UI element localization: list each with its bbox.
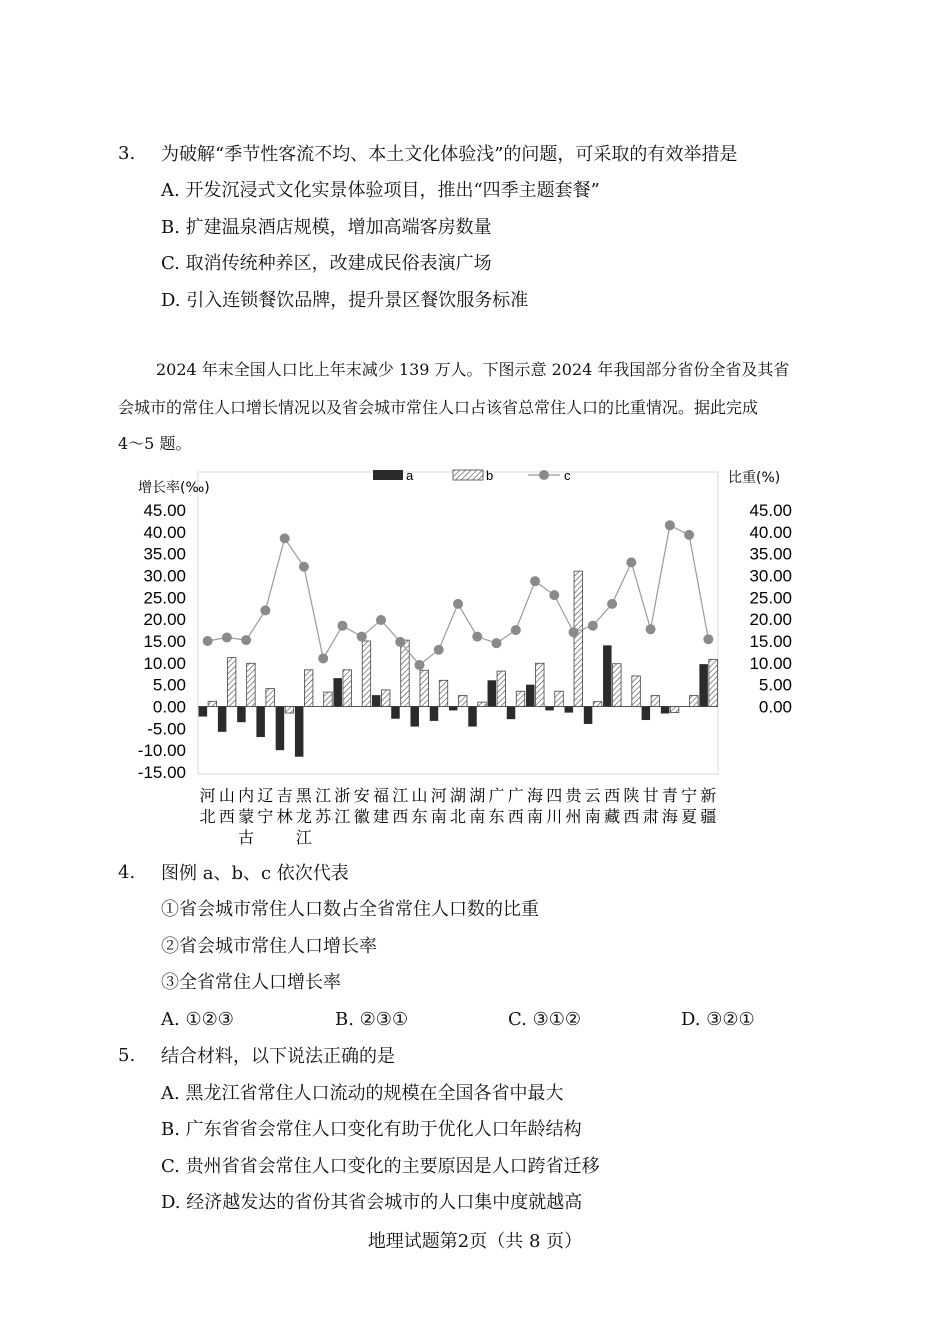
- left-tick-label: -10.00: [137, 741, 186, 761]
- bar-b: [593, 702, 602, 707]
- material-line-2: 会城市的常住人口增长情况以及省会城市常住人口占该省总常住人口的比重情况。据此完成: [118, 398, 759, 417]
- category-label-char: 东: [411, 807, 428, 826]
- q4-option-a: A. ①②③: [161, 1009, 234, 1030]
- q4-number: 4.: [118, 862, 136, 883]
- category-label-char: 陕: [623, 786, 640, 805]
- category-label-char: 西: [507, 807, 524, 826]
- bar-b: [381, 690, 390, 707]
- population-chart: [128, 462, 808, 852]
- category-label-char: 广: [507, 786, 524, 805]
- category-label-char: 湖: [469, 786, 486, 805]
- category-label-char: 辽: [257, 786, 274, 805]
- q4-option-b: B. ②③①: [335, 1009, 409, 1030]
- category-label-char: 江: [315, 786, 332, 805]
- series-c-point: [492, 638, 502, 648]
- category-label-char: 黑: [295, 786, 312, 805]
- category-label-char: 林: [276, 807, 293, 826]
- left-tick-label: 30.00: [143, 566, 186, 586]
- series-c-point: [607, 599, 617, 609]
- series-c-point: [549, 590, 559, 600]
- category-label-char: 贵: [565, 786, 582, 805]
- bar-a: [699, 664, 708, 706]
- category-label-char: 肃: [642, 807, 659, 826]
- category-label-char: 江: [295, 828, 312, 847]
- category-label-char: 蒙: [238, 807, 255, 826]
- q3-option-d: D. 引入连锁餐饮品牌，提升景区餐饮服务标准: [161, 290, 529, 311]
- category-label-char: 东: [488, 807, 505, 826]
- category-label-char: 古: [238, 828, 255, 847]
- series-c-point: [530, 576, 540, 586]
- left-axis-label: 增长率(‰): [138, 480, 210, 496]
- series-c-point: [453, 599, 463, 609]
- left-tick-label: -15.00: [137, 763, 186, 782]
- bar-a: [603, 645, 612, 706]
- category-label-char: 川: [546, 807, 563, 826]
- bar-a: [488, 680, 497, 706]
- bar-b: [555, 691, 564, 706]
- bar-a: [584, 707, 593, 724]
- category-label-char: 西: [604, 786, 621, 805]
- series-c-point: [684, 530, 694, 540]
- category-label-char: 北: [449, 807, 467, 826]
- bar-b: [478, 702, 487, 706]
- right-tick-label: 35.00: [749, 544, 792, 564]
- bar-b: [690, 696, 699, 707]
- bar-a: [661, 707, 670, 714]
- category-label-char: 山: [218, 786, 235, 805]
- bar-b: [439, 680, 448, 706]
- q4-item-2: ②省会城市常住人口增长率: [161, 936, 377, 957]
- bar-a: [218, 707, 227, 732]
- left-tick-label: 40.00: [143, 522, 186, 542]
- series-c-point: [260, 605, 270, 615]
- category-label-char: 西: [218, 807, 235, 826]
- category-label-char: 安: [353, 786, 370, 805]
- bar-b: [632, 676, 641, 707]
- bar-b: [324, 692, 333, 706]
- category-label-char: 夏: [681, 807, 698, 826]
- left-tick-label: -5.00: [147, 719, 186, 739]
- bar-b: [613, 664, 622, 707]
- legend-b-swatch: [453, 470, 483, 480]
- category-label-char: 甘: [642, 786, 659, 805]
- category-label-char: 龙: [295, 807, 312, 826]
- q4-option-d: D. ③②①: [681, 1009, 755, 1030]
- q3-stem: 为破解“季节性客流不均、本土文化体验浅”的问题，可采取的有效举措是: [161, 144, 738, 165]
- q3-option-a: A. 开发沉浸式文化实景体验项目，推出“四季主题套餐”: [161, 180, 600, 201]
- bar-b: [497, 671, 506, 706]
- series-c-point: [337, 621, 347, 631]
- category-label-char: 青: [661, 786, 678, 805]
- q5-option-b: B. 广东省省会常住人口变化有助于优化人口年龄结构: [161, 1119, 582, 1140]
- category-label-char: 建: [372, 807, 389, 826]
- bar-b: [420, 670, 429, 706]
- q4-item-1: ①省会城市常住人口数占全省常住人口数的比重: [161, 899, 539, 920]
- bar-a: [237, 707, 246, 723]
- q3-number: 3.: [118, 143, 136, 164]
- q4-item-3: ③全省常住人口增长率: [161, 972, 341, 993]
- category-label-char: 湖: [449, 786, 467, 805]
- bar-b: [362, 641, 371, 707]
- series-c-point: [511, 625, 521, 635]
- q3-option-b: B. 扩建温泉酒店规模，增加高端客房数量: [161, 217, 492, 238]
- series-c-point: [222, 633, 232, 643]
- right-tick-label: 15.00: [749, 632, 792, 651]
- bar-a: [642, 707, 651, 721]
- bar-b: [266, 689, 275, 707]
- right-tick-label: 5.00: [758, 675, 792, 695]
- bar-a: [295, 707, 304, 757]
- bar-b: [709, 659, 718, 706]
- bar-a: [391, 707, 400, 719]
- series-c-point: [703, 634, 713, 644]
- category-label-char: 海: [661, 807, 678, 826]
- series-c-point: [203, 636, 213, 646]
- bar-a: [410, 707, 419, 727]
- category-label-char: 藏: [604, 807, 621, 826]
- series-c-point: [434, 645, 444, 655]
- series-c-point: [318, 653, 328, 663]
- left-tick-label: 20.00: [143, 610, 186, 630]
- legend-b-label: b: [486, 468, 494, 483]
- bar-b: [574, 571, 583, 706]
- series-c-point: [376, 615, 386, 625]
- bar-a: [276, 707, 285, 751]
- category-label-char: 内: [238, 786, 255, 805]
- series-c-point: [472, 632, 482, 642]
- category-label-char: 苏: [315, 807, 332, 826]
- right-tick-label: 20.00: [749, 610, 792, 630]
- bar-a: [372, 695, 381, 706]
- series-c-line: [208, 525, 709, 665]
- q4-option-c: C. ③①②: [508, 1009, 581, 1030]
- bar-a: [526, 685, 535, 707]
- q5-option-a: A. 黑龙江省常住人口流动的规模在全国各省中最大: [161, 1083, 564, 1104]
- q4-stem: 图例 a、b、c 依次代表: [161, 863, 349, 884]
- series-c-point: [626, 557, 636, 567]
- category-label-char: 南: [430, 807, 447, 826]
- bar-a: [430, 707, 439, 721]
- category-label-char: 西: [623, 807, 640, 826]
- category-label-char: 吉: [276, 786, 293, 805]
- left-tick-label: 35.00: [143, 544, 186, 564]
- bar-a: [449, 707, 458, 711]
- left-tick-label: 0.00: [152, 697, 186, 717]
- right-tick-label: 40.00: [749, 522, 792, 542]
- category-label-char: 南: [469, 807, 486, 826]
- bar-b: [343, 670, 352, 707]
- series-c-point: [414, 660, 424, 670]
- category-label-char: 北: [199, 807, 216, 826]
- bar-b: [401, 640, 410, 706]
- bar-b: [208, 701, 217, 706]
- bar-a: [333, 678, 342, 706]
- left-tick-label: 25.00: [143, 588, 186, 608]
- category-label-char: 河: [430, 786, 447, 805]
- bar-b: [304, 670, 313, 707]
- series-c-point: [299, 562, 309, 572]
- bar-b: [516, 691, 525, 706]
- category-label-char: 西: [392, 807, 409, 826]
- material-line-3: 4～5 题。: [118, 434, 192, 453]
- category-label-char: 南: [527, 807, 544, 826]
- bar-a: [565, 707, 574, 713]
- category-label-char: 山: [411, 786, 428, 805]
- q3-option-c: C. 取消传统种养区，改建成民俗表演广场: [161, 253, 492, 274]
- series-c-point: [280, 533, 290, 543]
- category-label-char: 徽: [353, 807, 370, 826]
- right-tick-label: 0.00: [758, 697, 792, 717]
- category-label-char: 福: [372, 786, 389, 805]
- category-label-char: 四: [546, 786, 563, 805]
- bar-a: [468, 707, 477, 727]
- bar-a: [199, 707, 208, 717]
- legend-a-label: a: [406, 468, 414, 483]
- right-tick-label: 25.00: [749, 588, 792, 608]
- category-label-char: 江: [334, 807, 351, 826]
- category-label-char: 云: [584, 786, 601, 805]
- right-tick-label: 30.00: [749, 566, 792, 586]
- category-label-char: 新: [700, 786, 717, 805]
- bar-b: [670, 707, 679, 713]
- q5-option-d: D. 经济越发达的省份其省会城市的人口集中度就越高: [161, 1192, 583, 1213]
- legend-a-swatch: [373, 470, 403, 480]
- category-label-char: 疆: [700, 807, 717, 826]
- bar-b: [285, 707, 294, 714]
- bar-b: [247, 663, 256, 706]
- category-label-char: 宁: [681, 786, 698, 805]
- left-tick-label: 10.00: [143, 653, 186, 673]
- series-c-point: [569, 627, 579, 637]
- category-label-char: 州: [565, 807, 582, 826]
- right-tick-label: 10.00: [749, 653, 792, 673]
- category-label-char: 浙: [334, 786, 351, 805]
- page-footer: 地理试题第2页（共 8 页）: [367, 1231, 583, 1252]
- left-tick-label: 15.00: [143, 632, 186, 651]
- bar-a: [545, 707, 554, 711]
- q5-number: 5.: [118, 1045, 136, 1066]
- category-label-char: 海: [527, 786, 544, 805]
- legend-c-label: c: [564, 468, 571, 483]
- series-c-point: [665, 520, 675, 530]
- series-c-point: [241, 635, 251, 645]
- right-axis-label: 比重(%): [728, 470, 781, 486]
- bar-b: [651, 696, 660, 707]
- series-c-point: [588, 621, 598, 631]
- legend-c-marker: [539, 470, 549, 480]
- bar-b: [459, 696, 468, 707]
- bar-a: [507, 707, 516, 720]
- bar-b: [536, 663, 545, 706]
- category-label-char: 南: [584, 807, 601, 826]
- series-c-point: [357, 632, 367, 642]
- q5-stem: 结合材料，以下说法正确的是: [161, 1046, 395, 1067]
- category-label-char: 河: [199, 786, 216, 805]
- left-tick-label: 5.00: [152, 675, 186, 695]
- bar-a: [256, 707, 265, 738]
- series-c-point: [646, 624, 656, 634]
- series-c-point: [395, 637, 405, 647]
- category-label-char: 广: [488, 786, 505, 805]
- q5-option-c: C. 贵州省省会常住人口变化的主要原因是人口跨省迁移: [161, 1156, 600, 1177]
- category-label-char: 宁: [257, 807, 274, 826]
- left-tick-label: 45.00: [143, 501, 186, 520]
- bar-b: [227, 658, 236, 707]
- right-tick-label: 45.00: [749, 501, 792, 520]
- category-label-char: 江: [392, 786, 409, 805]
- material-line-1: 2024 年末全国人口比上年末减少 139 万人。下图示意 2024 年我国部分省份全省及其省: [156, 360, 790, 379]
